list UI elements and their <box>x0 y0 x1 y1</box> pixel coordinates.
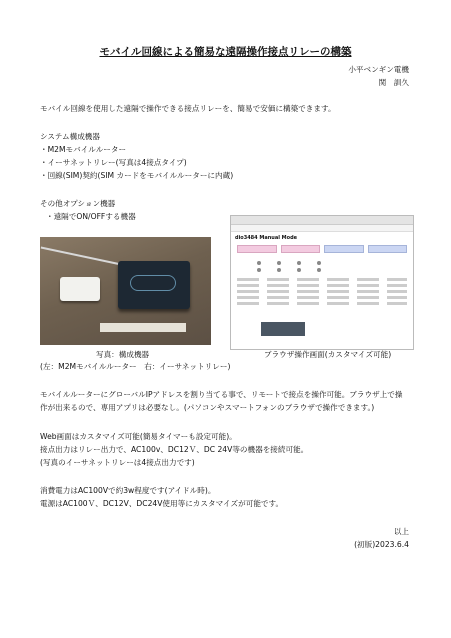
browser-caption: ブラウザ操作画面(カスタマイズ可能) <box>264 350 392 359</box>
page-title: モバイル回線による簡易な遠隔操作接点リレーの構築 <box>99 46 352 58</box>
edition-date: (初版)2023.6.4 <box>354 540 409 549</box>
paragraph-line: 作が出来るので、専用アプリは必要なし。(パソコンやスマートフォンのブラウザで操作できます。) <box>40 403 375 412</box>
system-item: ・回線(SIM)契約(SIM カードをモバイルルーターに内蔵) <box>40 171 234 180</box>
system-heading: システム構成機器 <box>40 132 100 141</box>
author: 関 訓久 <box>378 78 409 87</box>
paragraph-line: 接点出力はリレー出力で、AC100v、DC12Ｖ、DC 24V等の機器を接続可能。 <box>40 445 309 454</box>
browser-screenshot <box>230 215 414 350</box>
photo-caption: 写真：構成機器 <box>96 350 150 359</box>
equipment-photo <box>40 237 211 345</box>
paragraph-line: 電源はAC100Ｖ、DC12V、DC24V使用等にカスタマイズが可能です。 <box>40 499 284 508</box>
intro-text: モバイル回線を使用した遠隔で操作できる接点リレーを、簡易で安価に構築できます。 <box>40 104 336 113</box>
organization: 小平ベンギン電機 <box>348 65 409 74</box>
photo-caption-detail: (左：M2Mモバイルルーター 右：イーサネットリレー) <box>40 362 231 371</box>
system-item: ・M2Mモバイルルーター <box>40 145 127 154</box>
paragraph-line: モバイルルーターにグローバルIPアドレスを割り当てる事で、リモートで接点を操作可能。ブラウザ上で操 <box>40 390 403 399</box>
mobile-router-image <box>60 277 100 301</box>
closing-mark: 以上 <box>393 527 409 536</box>
ethernet-relay-image <box>118 261 190 309</box>
paragraph-line: 消費電力はAC100Vで約3w程度です(アイドル時)。 <box>40 486 216 495</box>
system-item: ・イーサネットリレー(写真は4接点タイプ) <box>40 158 187 167</box>
options-heading: その他オプション機器 <box>40 199 116 208</box>
browser-screen-title: dio3484 Manual Mode <box>235 235 298 241</box>
paragraph-line: Web画面はカスタマイズ可能(簡易タイマーも設定可能)。 <box>40 432 237 441</box>
paragraph-line: (写真のイーサネットリレーは4接点出力です) <box>40 458 195 467</box>
options-item: ・遠隔でON/OFFする機器 <box>46 212 136 221</box>
